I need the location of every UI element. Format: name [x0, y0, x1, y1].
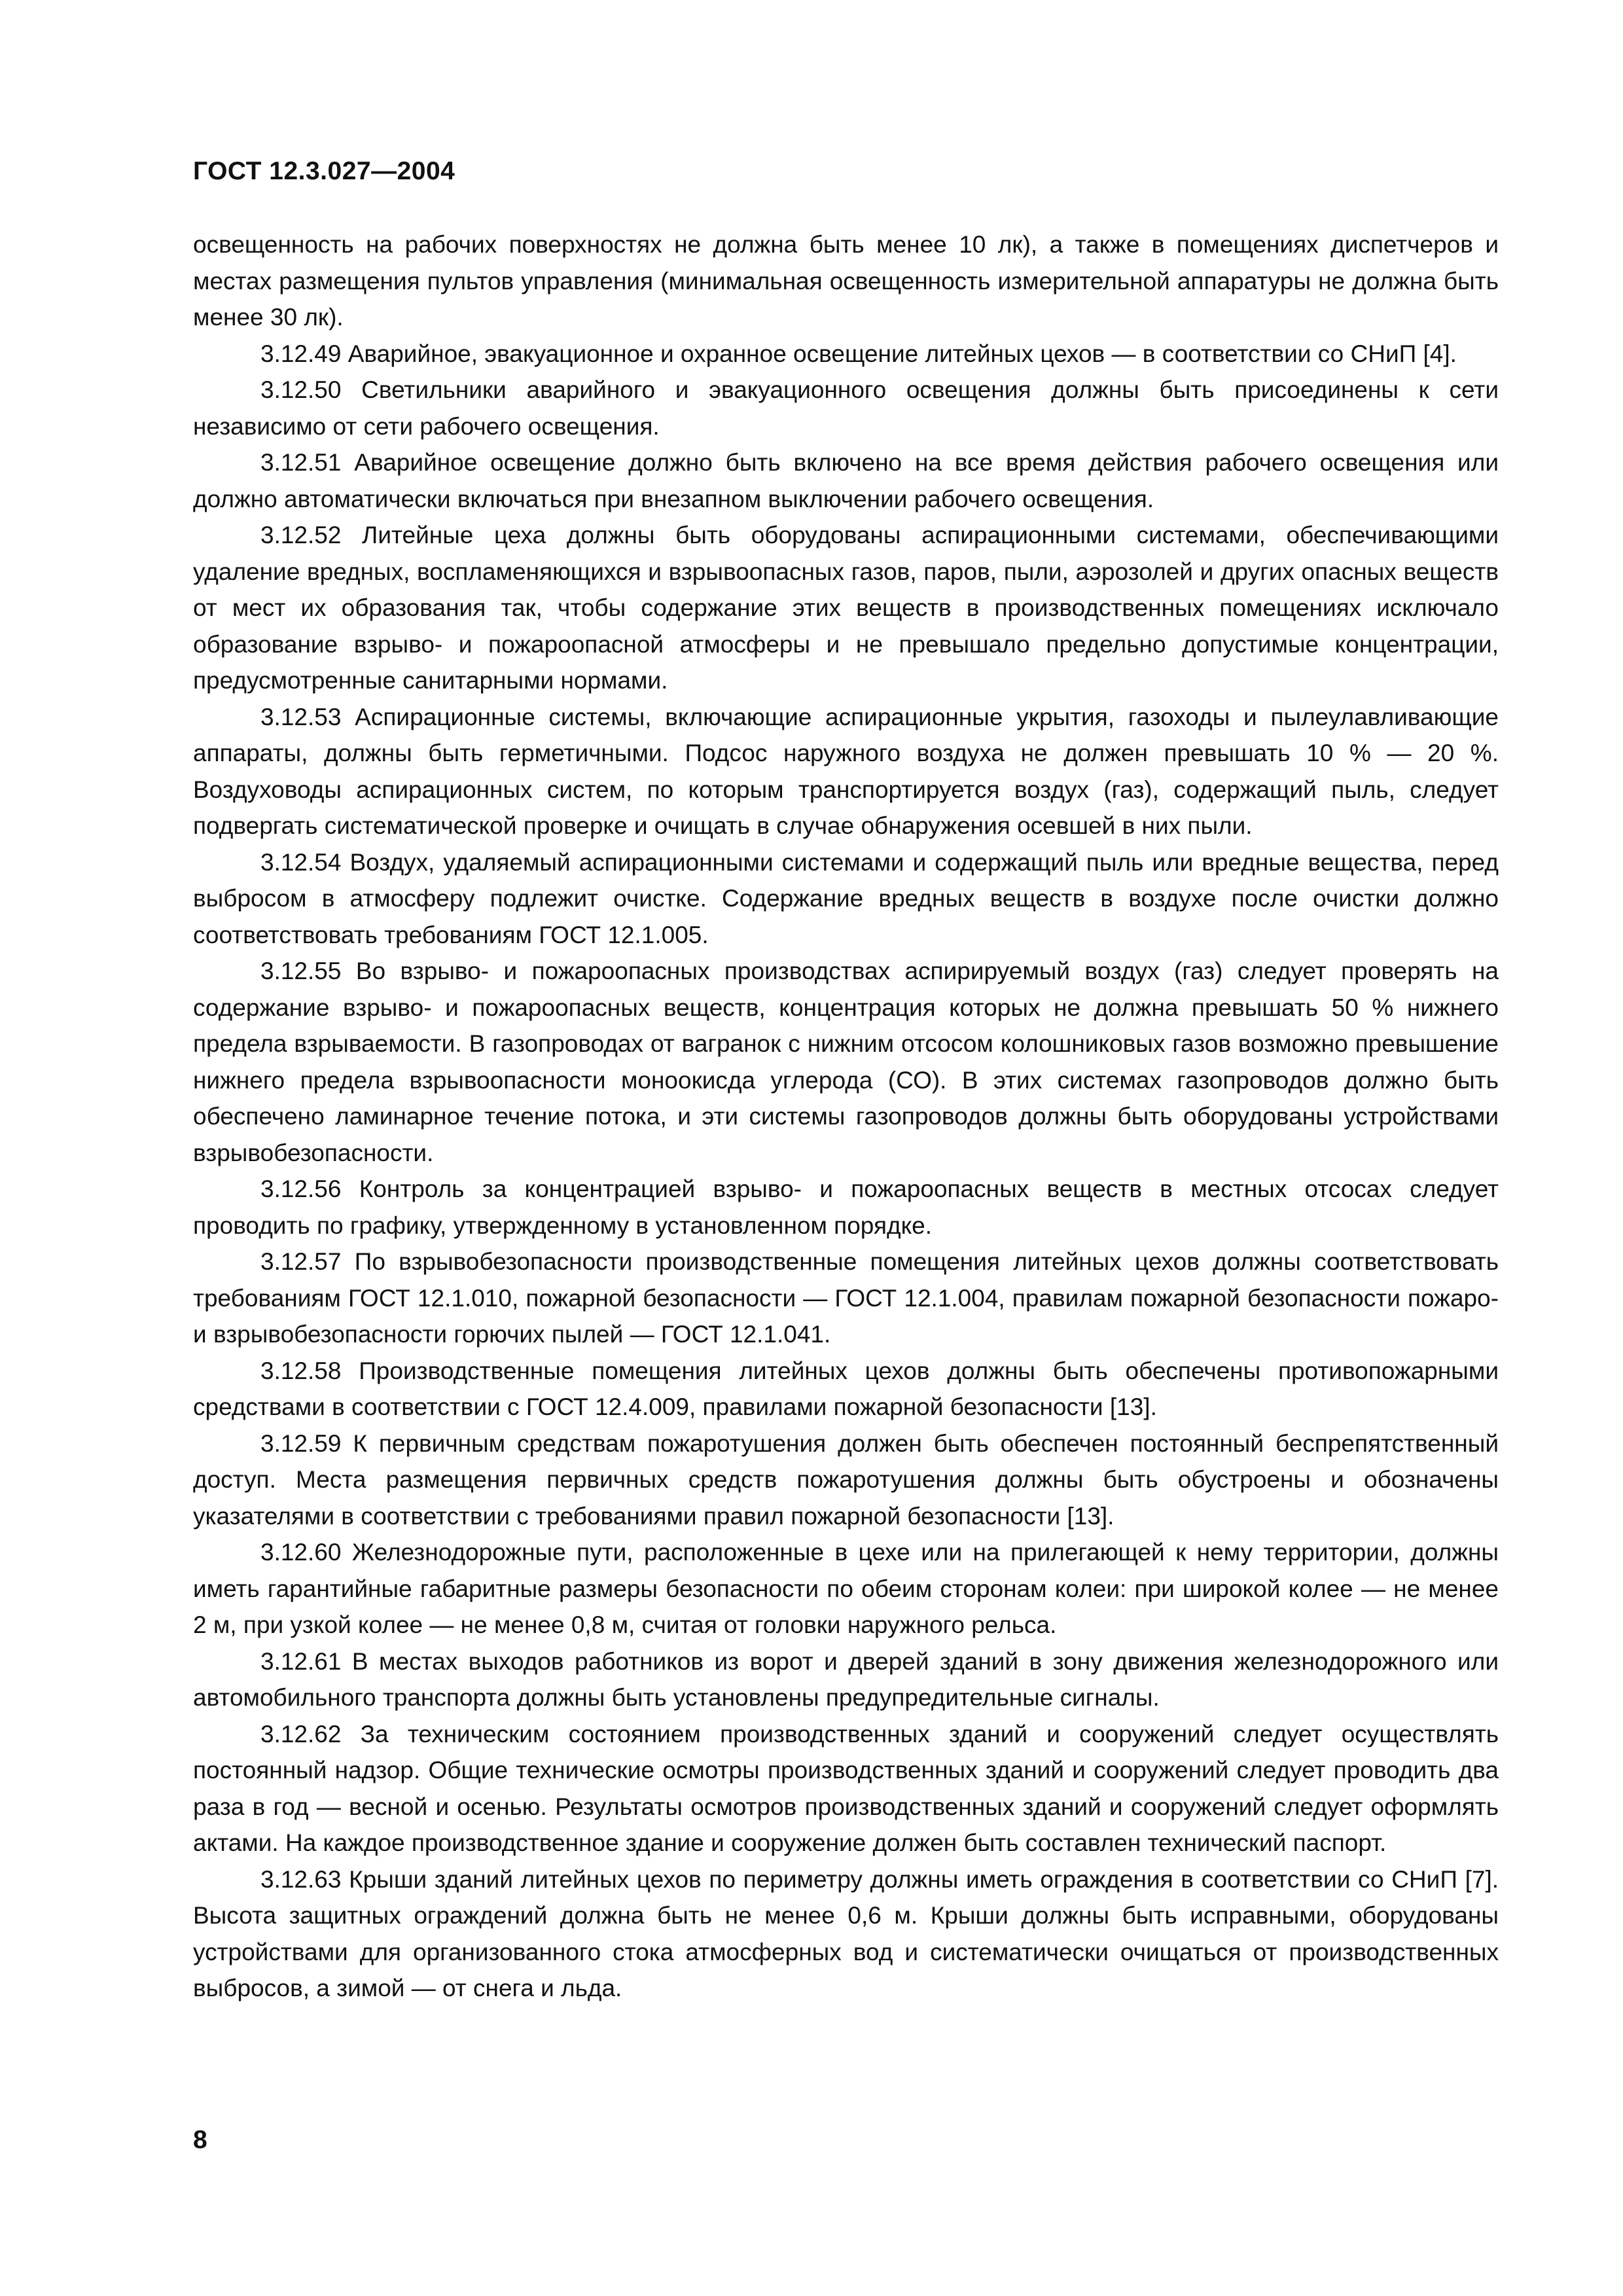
paragraph-3-12-61: 3.12.61 В местах выходов работников из ворот и дверей зданий в зону движения железнодорожного или автомобильного транспорта должны быть установлены предупредительные сигналы.: [193, 1647, 1499, 1711]
paragraph-continuation: освещенность на рабочих поверхностях не должна быть менее 10 лк), а также в помещениях диспетчеров и местах размещения пультов управления (минимальная освещенность измерительной аппаратуры не должна быть менее 30 лк).: [193, 231, 1499, 331]
paragraph-3-12-59: 3.12.59 К первичным средствам пожаротушения должен быть обеспечен постоянный беспрепятственный доступ. Места размещения первичных средств пожаротушения должны быть обустроены и обозначены указателями в соответствии с требованиями правил пожарной безопасности [13].: [193, 1429, 1499, 1530]
paragraph-3-12-54: 3.12.54 Воздух, удаляемый аспирационными системами и содержащий пыль или вредные вещества, перед выбросом в атмосферу подлежит очистке. Содержание вредных веществ в воздухе после очистки должно соответствовать требованиям ГОСТ 12.1.005.: [193, 848, 1499, 948]
page-number: 8: [193, 2126, 207, 2154]
document-body: [193, 226, 1499, 2007]
paragraph-3-12-57: 3.12.57 По взрывобезопасности производственные помещения литейных цехов должны соответствовать требованиям ГОСТ 12.1.010, пожарной безопасности — ГОСТ 12.1.004, правилам пожарной безопасности пожаро- и взрывобезопасности горючих пылей — ГОСТ 12.1.041.: [193, 1248, 1499, 1348]
paragraph-3-12-55: 3.12.55 Во взрыво- и пожароопасных производствах аспирируемый воздух (газ) следует проверять на содержание взрыво- и пожароопасных веществ, концентрация которых не должна превышать 50 % нижнего предела взрываемости. В газопроводах от вагранок с нижним отсосом колошниковых газов возможно превышение нижнего предела взрывоопасности моноокисда углерода (СО). В этих системах газопроводов должно быть обеспечено ламинарное течение потока, и эти системы газопроводов должны быть оборудованы устройствами взрывобезопасности.: [193, 958, 1499, 1166]
paragraph-3-12-60: 3.12.60 Железнодорожные пути, расположенные в цехе или на прилегающей к нему территории, должны иметь гарантийные габаритные размеры безопасности по обеим сторонам колеи: при широкой колее — не менее 2 м, при узкой колее — не менее 0,8 м, считая от головки наружного рельса.: [193, 1539, 1499, 1638]
paragraph-3-12-58: 3.12.58 Производственные помещения литейных цехов должны быть обеспечены противопожарными средствами в соответствии с ГОСТ 12.4.009, правилами пожарной безопасности [13].: [193, 1357, 1499, 1420]
paragraph-3-12-63: 3.12.63 Крыши зданий литейных цехов по периметру должны иметь ограждения в соответствии со СНиП [7]. Высота защитных ограждений должна быть не менее 0,6 м. Крыши должны быть исправными, оборудованы устройствами для организованного стока атмосферных вод и систематически очищаться от производственных выбросов, а зимой — от снега и льда.: [193, 1865, 1499, 2001]
paragraph-3-12-62: 3.12.62 За техническим состоянием производственных зданий и сооружений следует осуществлять постоянный надзор. Общие технические осмотры производственных зданий и сооружений следует проводить два раза в год — весной и осенью. Результаты осмотров производственных зданий и сооружений следует оформлять актами. На каждое производственное здание и сооружение должен быть составлен технический паспорт.: [193, 1720, 1499, 1856]
paragraph-3-12-49: 3.12.49 Аварийное, эвакуационное и охранное освещение литейных цехов — в соответствии со СНиП [4].: [260, 340, 1457, 367]
paragraph-3-12-56: 3.12.56 Контроль за концентрацией взрыво- и пожароопасных веществ в местных отсосах следует проводить по графику, утвержденному в установленном порядке.: [193, 1175, 1499, 1239]
paragraph-3-12-52: 3.12.52 Литейные цеха должны быть оборудованы аспирационными системами, обеспечивающими удаление вредных, воспламеняющихся и взрывоопасных газов, паров, пыли, аэрозолей и других опасных веществ от мест их образования так, чтобы содержание этих веществ в производственных помещениях исключало образование взрыво- и пожароопасной атмосферы и не превышало предельно допустимые концентрации, предусмотренные санитарными нормами.: [193, 522, 1499, 694]
paragraph-3-12-51: 3.12.51 Аварийное освещение должно быть включено на все время действия рабочего освещения или должно автоматически включаться при внезапном выключении рабочего освещения.: [193, 449, 1499, 512]
paragraph-3-12-50: 3.12.50 Светильники аварийного и эвакуационного освещения должны быть присоединены к сети независимо от сети рабочего освещения.: [193, 376, 1499, 440]
document-header: ГОСТ 12.3.027—2004: [193, 157, 455, 185]
paragraph-3-12-53: 3.12.53 Аспирационные системы, включающие аспирационные укрытия, газоходы и пылеулавливающие аппараты, должны быть герметичными. Подсос наружного воздуха не должен превышать 10 % — 20 %. Воздуховоды аспирационных систем, по которым транспортируется воздух (газ), содержащий пыль, следует подвергать систематической проверке и очищать в случае обнаружения осевшей в них пыли.: [193, 703, 1499, 839]
